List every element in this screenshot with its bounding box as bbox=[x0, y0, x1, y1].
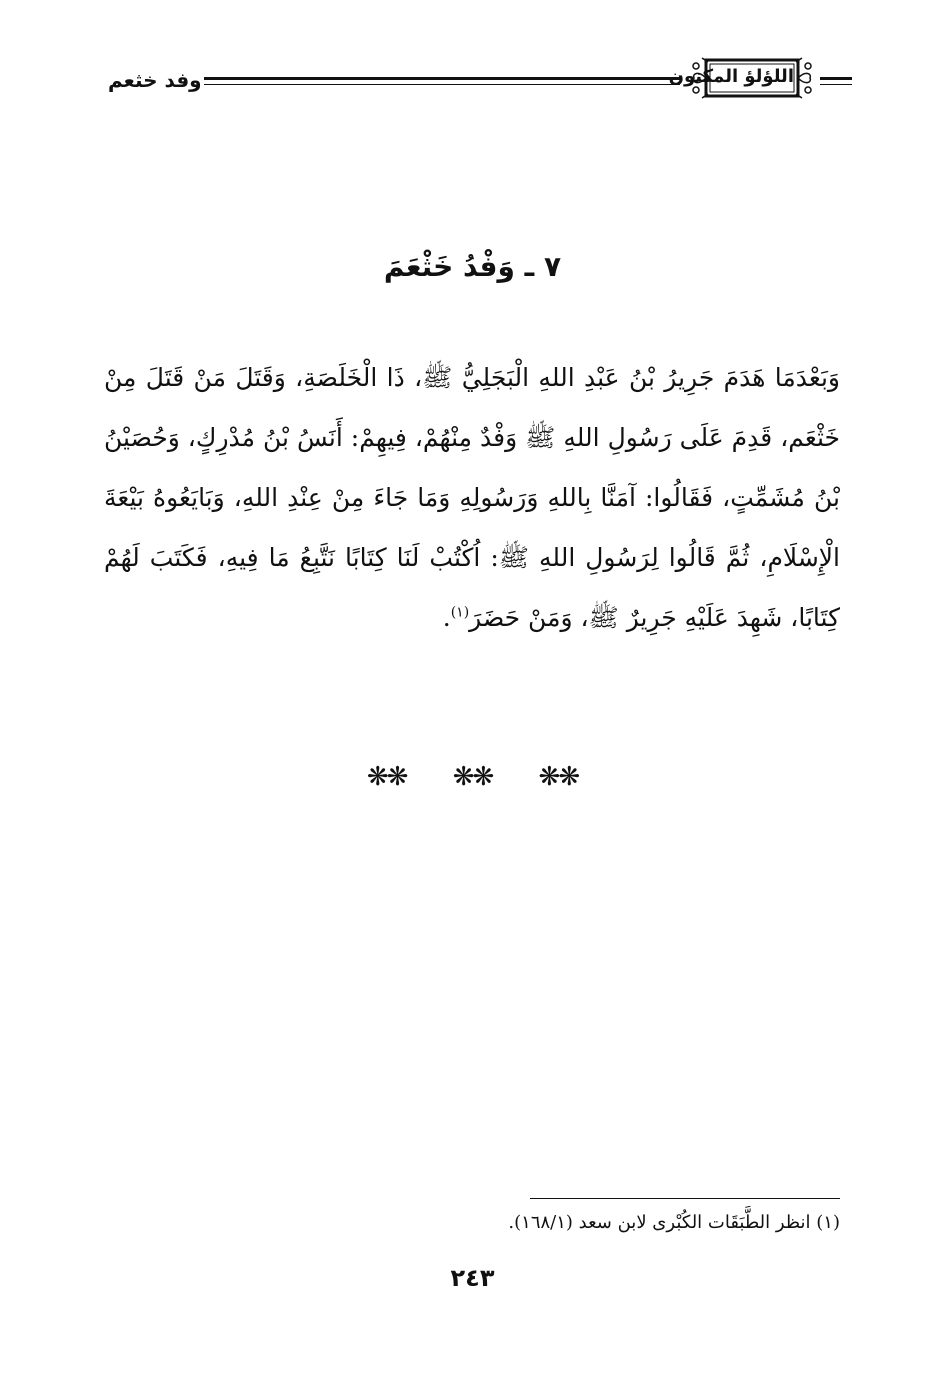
page-number: ٢٤٣ bbox=[450, 1264, 495, 1292]
running-chapter-title: وفد خثعم bbox=[108, 68, 202, 92]
section-separator: ❋❋ ❋❋ ❋❋ bbox=[366, 762, 579, 792]
header-rule-right bbox=[820, 77, 852, 85]
footnote-marker: (١) bbox=[450, 604, 470, 621]
body-paragraph bbox=[104, 348, 840, 648]
page-header bbox=[108, 48, 848, 112]
footnote-divider bbox=[530, 1198, 840, 1199]
book-title-cartouche bbox=[668, 52, 816, 104]
paragraph-text: وَبَعْدَمَا هَدَمَ جَرِيرُ بْنُ عَبْدِ اللهِ الْبَجَلِيُّ ﷺ، ذَا الْخَلَصَةِ، وَقَتَلَ مَنْ قَتَلَ مِنْ خَثْعَم، قَدِمَ عَلَى رَسُولِ اللهِ ﷺ وَفْدٌ مِنْهُمْ، فِيهِمْ: أَنَسُ بْنُ مُدْرِكٍ، وَحُصَيْنُ بْنُ مُشَمِّتٍ، فَقَالُوا: آمَنَّا بِاللهِ وَرَسُولِهِ وَمَا جَاءَ مِنْ عِنْدِ اللهِ، وَبَايَعُوهُ بَيْعَةَ الْإِسْلَامِ، ثُمَّ قَالُوا لِرَسُولِ اللهِ ﷺ: اُكْتُبْ لَنَا كِتَابًا نَتَّبِعُ مَا فِيهِ، فَكَتَبَ لَهُمْ كِتَابًا، شَهِدَ عَلَيْهِ جَرِيرٌ ﷺ، وَمَنْ حَضَرَ bbox=[104, 363, 840, 632]
chapter-title: ٧ ـ وَفْدُ خَثْعَمَ bbox=[383, 250, 562, 283]
footnote: (١) انظر الطَّبَقَات الكُبْرى لابن سعد (١٦٨/١). bbox=[508, 1212, 840, 1233]
header-rule-left bbox=[204, 77, 680, 85]
book-title: اللؤلؤ المكنون bbox=[668, 66, 794, 87]
paragraph-end: . bbox=[442, 603, 451, 632]
